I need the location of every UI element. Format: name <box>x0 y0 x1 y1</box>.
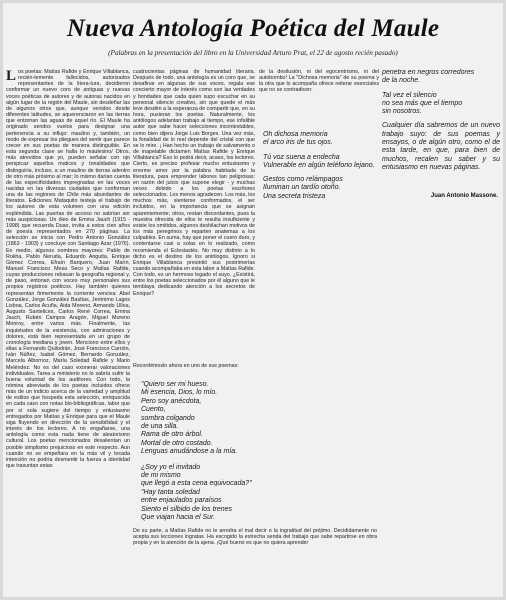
poem-line: no sea más que el tiempo <box>382 99 463 107</box>
poem-line: Vulnerable en algún teléfono lejano. <box>263 161 375 169</box>
column-3-text: de la desilusión, ni del egocentrismo, ni del autobombo! La "Dichosa memoria" de su poema y la otra que lo acompaña ofrece reiterar esenciales que no se contradicen: <box>259 69 379 94</box>
poem-line: penetra en negros corredores <box>382 69 475 76</box>
poem-stanza <box>263 131 379 148</box>
author-signature: Juan Antonio Massone. <box>430 193 498 199</box>
poem-line: Oh dichosa memoria <box>263 131 328 138</box>
poem-stanza <box>141 381 377 457</box>
poem-line: "Hay tanta soledad <box>141 488 200 496</box>
poem-block-right <box>263 131 379 207</box>
column-2-bottom-text: De su parte, a Matías Rafide no le arredra el mal decir o la ingratitud del prójimo. Decididamente no acepta sus lecciones ingratas. Ha escogido la estrecha senda del trabajo que sabe repartirse en obra propia y en la atención de la ajena. ¡Qué bueno es que no quiera aprender <box>133 528 377 547</box>
article-column-1 <box>6 69 130 593</box>
poem-line: Gestos como relámpagos <box>263 176 343 184</box>
poem-stanza <box>263 176 379 201</box>
poem-line: Pero soy anécdota, <box>141 397 202 405</box>
article-column-2 <box>133 69 255 369</box>
article-column-2-bottom <box>133 528 377 592</box>
poem-line: Iluminan un tardío otoño. <box>263 184 341 192</box>
poem-intro-line: Recordémoslo ahora en uno de sus poemas: <box>133 363 239 369</box>
poem-line: Tal vez el silencio <box>382 91 437 99</box>
column-1-text: os poetas: Matías Rafide y Enrique Villablanca, recién-temente fallecidos, autorizados representantes de la litera-tura, decidieron conformar un nuevo coro de antiguas y nuevas voces poéticas de autores y de autoras nacidos en algún lugar de la región del Maule, sin desdeñar las de algunos otros que, aunque venidos desde diferentes latitudes, se aquerenciaron en las tierras que entornan las aguas de aquel río. El Maule ha originado sendos vuelos para designar una pertenencia a su influjo: maulino y, también, un modo de expresar los pliegues del sentir que parece crecer en sus poetas de manera distinguible. En esta segunda clase se halla lo maulesino/ Otros, más atrevidos que yo, pueden señalar con ojo perspicaz aquellos matices y tonalidades que distinguiría, incluso, a un maulino de tierras adentro de otro más próximo al mar; lo mismo darían cuenta de las especificidades impregnadas en las voces nacidas en las diversas ciudades que conforman una de las regiones de Chile más abundantes de literatos. Ediciones Mataquito testeja el trabajo de los autores de esta volumen con una edición espléndida. Las puertas de acceso no sabrían ser más auspiciosas. Un óleo de Emma Jauch (1915 - 1998) que recuerda Duao, invita a estos cien años de poesía representados en 270 páginas. La selección se inicia con Pedro Antonio González (1863 - 1903) y concluye con Santiago Azar (1976). En medio, algunos nombres mayores: Pablo de Rokha, Pablo Neruda, Eduardo Anguita, Enrique Gómez Correa, Efraín Barquero, Juan Marín, Manuel Francisco Mesa Seco y Matías Rafide, cuyas producciones rebasan la geografía regional y, de paso, entonan con voces muy personales sus propios registros poéticos. Hay también quienes representan firmemente la corriente venciva: Abel González, Jorge González Bastías, Jerónimo Lagos Lisboa, Carlos Acuña, Aida Moreno, Armando Ulloa, Augusto Santelices, Carlos René Correa, Emma Jauch, Rubén Campos Aragón, Miguel Moreno Monroy, entre varios más. Finalmente, las inquietudes de la existencia, con admiraciones y dolores, está bien representada en un grupo de cronología mediana y joven. Menciono entre ellos y ellas a Fernando Quilodrán, José Francisco Carrión, Iván Núñez, Isabel Gómez, Bernardo González, Marcela Albornoz, María Soledad Rafide y Mario Meléndez. No es del caso exonerar valoraciones individuales. Tarea a ministerio no lo sabría sufrir la buena voluntad de los auditores. Con todo, la nómina abreviada de los poetas incluidos ofrece más de un indicio acerca de la variedad y amplitud de estilos que hospeda esta selección, enriquecida en cada caso con notas bio-bibliográficas, labor que por sí sola sugiere del tiempo y entusiasmo entregados por Matías y Enrique para que el Maule siga fluyendo en dirección de la sensibilidad y el interés de los lectores. A no engañarse, una antología como esta nada tiene de aleatorismo cultural. Los poetas mencionados desalientan un posible simplismo prejuicioso en este respecto. Aun cuando no se empeñara en la más vil y tocada intención no podría desmentir la fuerza a identidad que trasuntan estas <box>6 69 130 469</box>
poem-line: Rama de otro árbol. <box>141 431 203 439</box>
poem-line: Mi esencia, Dios, lo mío. <box>141 389 218 397</box>
poem-line: que llegó a esta cena equivocada?" <box>141 480 252 488</box>
closing-paragraph: Cualquier día sabremos de un nuevo trabajo suyo: de sus poemas y ensayos, o de algún otro, como el de esta tarde, en que, para bien de muchos, recalen su saber y su entusiasmo en nuevas páginas. <box>382 122 500 171</box>
poem-line: Siento el silbido de los trenes <box>141 505 233 513</box>
poem-line: Una secreta tristeza <box>263 192 326 200</box>
poem-stanza <box>382 69 500 86</box>
poem-line: el arco iris de tus ojos. <box>263 139 333 147</box>
poem-line: entre enjaulados paraísos <box>141 497 222 505</box>
article-subtitle: (Palabras en la presentación del libro en la Universidad Arturo Prat, el 22 de agosto recién pasado) <box>108 49 398 57</box>
poem-line: de mi mismo <box>141 472 181 480</box>
poem-line: de la noche. <box>382 77 421 85</box>
article-title: Nueva Antología Poética del Maule <box>66 15 440 42</box>
poem-line: Tú voz suena a endecha <box>263 153 340 161</box>
poem-block-lower <box>141 381 377 530</box>
poem-line: Que viajan hacia el Sur. <box>141 514 216 522</box>
poem-stanza <box>141 464 377 523</box>
poem-line: Mortal de otro costado. <box>141 439 213 447</box>
poem-line: de una silla. <box>141 423 179 431</box>
poem-line: Lenguas anudándose a la mía. <box>141 448 238 456</box>
poem-stanza <box>382 92 500 117</box>
column-2-text: cuatrocientas páginas de humanidad literaria. Después de todo, una antología es un coro que, se desafinar en algunas de sus voces, regala ese concierto mayor de interés como son las verdades y bondades que cada quien supo escuchar en su personal silencio creativo, sin que quede el más leve desdén a la esperanza de compartir que, en su hora, pusieran los poetas. Naturalmente, los antólogos adelantan trabajo al tiempo, ese infalible autor que sabe hacer selecciones incontestables, como bien dijera Jorge Luis Borges. Una vez más, la fonalidad de lo real depende del cristal con que se lo mire. ¡ Han hecho un trabajo de salvamento o de inapelable dictamen Matías Rafide y Enrique Villablanca? Eso lo podrá decir, acaso, los lectores. Cierto, es preciso profesar mucho entusiasmo y enorme amor por la palabra habitada de la literatura, para emprender labores tan peligrosas: en razón del juicio que supone elegir - y muchas veces debido a los poetas escritores seleccionados. Los menos agradecen. Los más, los muchos más, sienterse conformados, el ser incluidos, en la importancia que se asignan aparentemente; otros, restan discordantes, pues la muestra ofrecida de ellos le resulta insuficiente y existe los omitidos, algunos deshilachan motivos de los más peregrinos y reparten anatemas a los culpables. En suma, hay que poner el cuero duro, y contentarse casi a solas en lo realizado, como recomienda el Eclesiastés. No muy distinto a lo dicho es el destino de los antólogos. Ignoro si Enrique Villablanca presintió sus postrimerías cuando acompañaba en esta labor a Matías Rafide. Con todo, es un hermoso legado el suyo. ¿Existirá, entre los poetas seleccionados por él alguno que le temblaya dedicando atención a los secretos de Enrique? <box>133 69 255 297</box>
poem-stanza <box>263 154 379 171</box>
poem-line: sin nosotros. <box>382 108 422 116</box>
poem-line: "Quiero ser mi hueso. <box>141 381 209 388</box>
poem-line: Cuento, <box>141 406 166 414</box>
newspaper-clipping <box>3 3 503 597</box>
poem-block-far-right <box>382 69 500 172</box>
poem-line: ¿Soy yo el invitado <box>141 463 201 471</box>
poem-line: sombra colgando <box>141 414 195 422</box>
drop-cap-letter: L <box>6 69 17 84</box>
